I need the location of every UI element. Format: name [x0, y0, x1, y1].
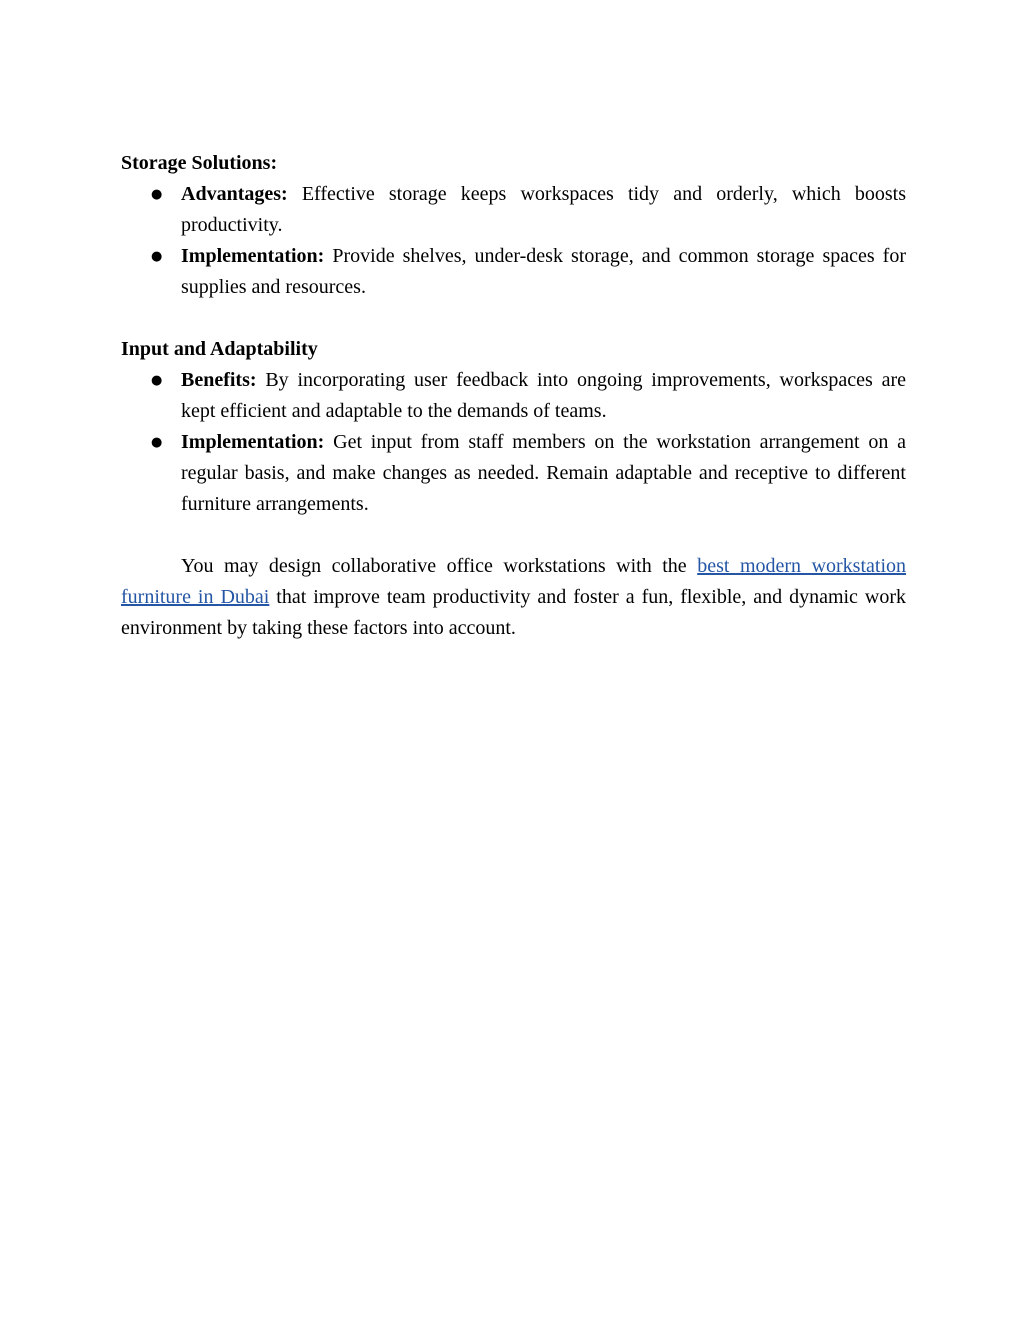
bullet-text: Effective storage keeps workspaces tidy and orderly, which boosts productivity.: [181, 183, 906, 236]
section-storage-solutions: [121, 148, 906, 303]
bullet-list: [121, 179, 906, 303]
list-item: [121, 179, 906, 241]
list-item: [121, 241, 906, 303]
section-heading: Storage Solutions:: [121, 152, 278, 174]
bullet-icon: ●: [151, 435, 163, 450]
bullet-label: Benefits:: [181, 369, 257, 391]
bullet-icon: ●: [151, 249, 163, 264]
bullet-text: By incorporating user feedback into ongoing improvements, workspaces are kept efficient and adaptable to the demands of teams.: [181, 369, 907, 422]
closing-text-before: You may design collaborative office workstations with the: [181, 555, 698, 577]
list-item: [121, 427, 906, 520]
section-input-adaptability: [121, 334, 906, 520]
bullet-text: Get input from staff members on the workstation arrangement on a regular basis, and make changes as needed. Remain adaptable and receptive to different furniture arrangements.: [181, 431, 907, 515]
bullet-label: Implementation:: [181, 431, 325, 453]
dubai-furniture-link[interactable]: best modern workstation furniture in Dubai: [121, 555, 907, 608]
bullet-label: Advantages:: [181, 183, 288, 205]
closing-paragraph: [121, 551, 906, 644]
closing-text-after: that improve team productivity and foster a fun, flexible, and dynamic work environment by taking these factors into account.: [121, 586, 907, 639]
section-heading: Input and Adaptability: [121, 338, 318, 360]
bullet-icon: ●: [151, 187, 163, 202]
bullet-list: [121, 365, 906, 520]
bullet-icon: ●: [151, 373, 163, 388]
bullet-label: Implementation:: [181, 245, 325, 267]
bullet-text: Provide shelves, under-desk storage, and common storage spaces for supplies and resources.: [181, 245, 906, 298]
list-item: [121, 365, 906, 427]
